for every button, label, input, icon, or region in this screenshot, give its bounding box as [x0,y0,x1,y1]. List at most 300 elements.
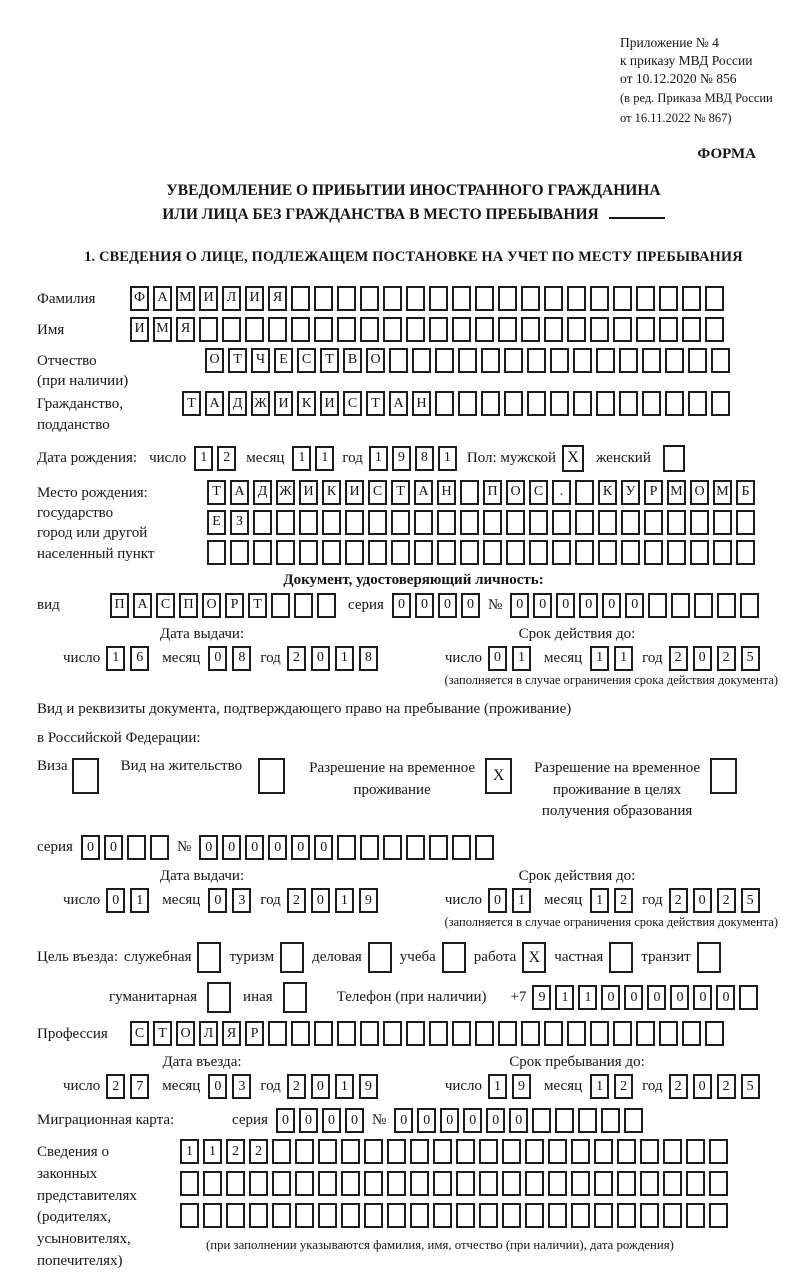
char-cell[interactable] [410,1203,429,1228]
char-cell[interactable] [686,1171,705,1196]
char-cell[interactable]: И [130,317,149,342]
char-cell[interactable] [368,510,387,535]
char-cell[interactable] [452,835,471,860]
char-cell[interactable]: 0 [556,593,575,618]
char-cell[interactable] [619,348,638,373]
char-cell[interactable]: 1 [335,1074,354,1099]
char-cell[interactable] [391,510,410,535]
char-cell[interactable] [127,835,146,860]
checkbox-female[interactable] [663,445,685,472]
char-cell[interactable]: Ч [251,348,270,373]
char-cell[interactable] [567,286,586,311]
char-cell[interactable] [475,1021,494,1046]
char-cell[interactable] [640,1203,659,1228]
char-cell[interactable] [663,1203,682,1228]
char-cell[interactable]: 0 [106,888,125,913]
char-cell[interactable]: 0 [208,646,227,671]
char-cell[interactable]: 0 [510,593,529,618]
char-cell[interactable]: Л [199,1021,218,1046]
char-cell[interactable] [617,1171,636,1196]
char-cell[interactable]: С [343,391,362,416]
char-cell[interactable]: З [230,510,249,535]
checkbox-other[interactable] [283,982,307,1013]
char-cell[interactable] [644,510,663,535]
char-cell[interactable]: 5 [741,646,760,671]
char-cell[interactable] [624,1108,643,1133]
char-cell[interactable] [314,1021,333,1046]
char-cell[interactable] [435,391,454,416]
char-cell[interactable]: Р [245,1021,264,1046]
char-cell[interactable] [690,540,709,565]
char-cell[interactable]: Т [182,391,201,416]
char-cell[interactable] [483,510,502,535]
char-cell[interactable]: П [179,593,198,618]
char-cell[interactable]: 1 [590,646,609,671]
char-cell[interactable] [299,510,318,535]
char-cell[interactable] [437,540,456,565]
char-cell[interactable]: 0 [463,1108,482,1133]
char-cell[interactable] [383,317,402,342]
char-cell[interactable] [245,317,264,342]
char-cell[interactable]: И [345,480,364,505]
char-cell[interactable]: 0 [461,593,480,618]
char-cell[interactable]: С [156,593,175,618]
char-cell[interactable] [387,1171,406,1196]
char-cell[interactable]: Т [320,348,339,373]
char-cell[interactable]: 2 [217,446,236,471]
char-cell[interactable] [180,1203,199,1228]
checkbox-private[interactable] [609,942,633,973]
char-cell[interactable]: 1 [194,446,213,471]
char-cell[interactable] [705,286,724,311]
char-cell[interactable]: 1 [614,646,633,671]
checkbox-official[interactable] [197,942,221,973]
char-cell[interactable]: Т [248,593,267,618]
char-cell[interactable]: 0 [345,1108,364,1133]
char-cell[interactable]: 1 [203,1139,222,1164]
char-cell[interactable] [456,1171,475,1196]
char-cell[interactable]: Ф [130,286,149,311]
char-cell[interactable]: 1 [315,446,334,471]
char-cell[interactable] [460,540,479,565]
checkbox-humanitarian[interactable] [207,982,231,1013]
char-cell[interactable]: 0 [693,888,712,913]
char-cell[interactable] [364,1171,383,1196]
char-cell[interactable] [544,317,563,342]
char-cell[interactable] [337,317,356,342]
char-cell[interactable] [314,317,333,342]
char-cell[interactable]: 9 [532,985,551,1010]
char-cell[interactable] [412,348,431,373]
char-cell[interactable]: К [297,391,316,416]
char-cell[interactable] [498,286,517,311]
char-cell[interactable] [294,593,313,618]
char-cell[interactable] [410,1171,429,1196]
char-cell[interactable] [433,1171,452,1196]
char-cell[interactable] [318,1203,337,1228]
checkbox-work[interactable]: X [522,942,546,973]
checkbox-tourism[interactable] [280,942,304,973]
checkbox-edu-residence[interactable] [710,758,737,794]
char-cell[interactable]: 3 [232,888,251,913]
char-cell[interactable] [636,1021,655,1046]
char-cell[interactable] [341,1171,360,1196]
char-cell[interactable] [506,540,525,565]
char-cell[interactable] [506,510,525,535]
char-cell[interactable] [659,1021,678,1046]
char-cell[interactable] [383,835,402,860]
char-cell[interactable]: 9 [392,446,411,471]
char-cell[interactable]: 0 [392,593,411,618]
char-cell[interactable] [479,1171,498,1196]
char-cell[interactable] [435,348,454,373]
checkbox-temp-residence[interactable]: X [485,758,512,794]
char-cell[interactable] [525,1203,544,1228]
checkbox-study[interactable] [442,942,466,973]
char-cell[interactable] [544,1021,563,1046]
checkbox-business[interactable] [368,942,392,973]
char-cell[interactable]: Н [437,480,456,505]
char-cell[interactable] [621,510,640,535]
char-cell[interactable] [644,540,663,565]
char-cell[interactable] [663,1139,682,1164]
char-cell[interactable]: 0 [693,1074,712,1099]
char-cell[interactable] [594,1171,613,1196]
char-cell[interactable] [391,540,410,565]
char-cell[interactable]: 0 [579,593,598,618]
char-cell[interactable] [414,510,433,535]
char-cell[interactable] [498,317,517,342]
char-cell[interactable]: 0 [693,985,712,1010]
char-cell[interactable] [682,286,701,311]
char-cell[interactable] [475,835,494,860]
char-cell[interactable]: 2 [669,646,688,671]
char-cell[interactable] [337,835,356,860]
char-cell[interactable] [479,1203,498,1228]
char-cell[interactable]: 0 [222,835,241,860]
char-cell[interactable] [550,391,569,416]
char-cell[interactable]: У [621,480,640,505]
char-cell[interactable] [529,510,548,535]
char-cell[interactable]: С [130,1021,149,1046]
char-cell[interactable] [694,593,713,618]
char-cell[interactable] [590,317,609,342]
char-cell[interactable] [345,540,364,565]
char-cell[interactable]: 7 [130,1074,149,1099]
char-cell[interactable]: 1 [180,1139,199,1164]
checkbox-residence-permit[interactable] [258,758,285,794]
char-cell[interactable] [341,1139,360,1164]
char-cell[interactable] [571,1171,590,1196]
char-cell[interactable] [665,391,684,416]
char-cell[interactable] [271,593,290,618]
char-cell[interactable]: . [552,480,571,505]
char-cell[interactable] [555,1108,574,1133]
char-cell[interactable] [713,510,732,535]
char-cell[interactable]: Ж [276,480,295,505]
char-cell[interactable]: Е [207,510,226,535]
char-cell[interactable] [433,1139,452,1164]
char-cell[interactable]: 0 [601,985,620,1010]
char-cell[interactable]: 2 [226,1139,245,1164]
char-cell[interactable] [360,835,379,860]
char-cell[interactable] [291,317,310,342]
char-cell[interactable] [249,1171,268,1196]
char-cell[interactable]: 2 [106,1074,125,1099]
char-cell[interactable] [552,510,571,535]
char-cell[interactable] [711,391,730,416]
char-cell[interactable]: О [366,348,385,373]
char-cell[interactable]: Н [412,391,431,416]
char-cell[interactable] [268,1021,287,1046]
char-cell[interactable]: 1 [590,888,609,913]
char-cell[interactable]: 0 [394,1108,413,1133]
char-cell[interactable] [481,348,500,373]
char-cell[interactable] [575,510,594,535]
char-cell[interactable]: 9 [512,1074,531,1099]
char-cell[interactable]: 0 [533,593,552,618]
char-cell[interactable] [314,286,333,311]
char-cell[interactable] [318,1139,337,1164]
char-cell[interactable]: Р [225,593,244,618]
char-cell[interactable]: 0 [104,835,123,860]
char-cell[interactable] [479,1139,498,1164]
char-cell[interactable]: 1 [106,646,125,671]
char-cell[interactable]: О [205,348,224,373]
char-cell[interactable] [525,1139,544,1164]
char-cell[interactable]: 0 [415,593,434,618]
char-cell[interactable]: 1 [578,985,597,1010]
char-cell[interactable] [299,540,318,565]
char-cell[interactable]: 0 [208,888,227,913]
char-cell[interactable] [521,286,540,311]
char-cell[interactable] [590,286,609,311]
char-cell[interactable] [736,510,755,535]
char-cell[interactable]: 0 [311,888,330,913]
char-cell[interactable] [682,1021,701,1046]
char-cell[interactable] [596,348,615,373]
char-cell[interactable]: Я [268,286,287,311]
char-cell[interactable] [532,1108,551,1133]
char-cell[interactable] [458,348,477,373]
char-cell[interactable] [713,540,732,565]
char-cell[interactable] [360,1021,379,1046]
char-cell[interactable]: 5 [741,1074,760,1099]
char-cell[interactable] [686,1139,705,1164]
char-cell[interactable] [337,1021,356,1046]
char-cell[interactable] [686,1203,705,1228]
char-cell[interactable]: 2 [717,1074,736,1099]
char-cell[interactable]: А [414,480,433,505]
char-cell[interactable] [705,1021,724,1046]
char-cell[interactable] [295,1171,314,1196]
char-cell[interactable]: Т [391,480,410,505]
char-cell[interactable] [498,1021,517,1046]
char-cell[interactable]: 8 [359,646,378,671]
char-cell[interactable] [613,317,632,342]
char-cell[interactable]: Т [207,480,226,505]
char-cell[interactable] [481,391,500,416]
char-cell[interactable] [613,1021,632,1046]
char-cell[interactable]: 0 [311,1074,330,1099]
char-cell[interactable]: Ж [251,391,270,416]
char-cell[interactable]: 1 [555,985,574,1010]
char-cell[interactable]: 0 [509,1108,528,1133]
char-cell[interactable]: 2 [287,888,306,913]
char-cell[interactable]: Д [228,391,247,416]
char-cell[interactable]: Л [222,286,241,311]
char-cell[interactable] [659,286,678,311]
char-cell[interactable] [337,286,356,311]
char-cell[interactable]: О [506,480,525,505]
char-cell[interactable]: Т [228,348,247,373]
checkbox-transit[interactable] [697,942,721,973]
char-cell[interactable] [387,1139,406,1164]
char-cell[interactable]: 0 [602,593,621,618]
char-cell[interactable] [548,1171,567,1196]
char-cell[interactable] [317,593,336,618]
char-cell[interactable] [268,317,287,342]
char-cell[interactable] [475,286,494,311]
char-cell[interactable] [226,1171,245,1196]
char-cell[interactable] [525,1171,544,1196]
char-cell[interactable]: П [110,593,129,618]
char-cell[interactable] [322,510,341,535]
char-cell[interactable] [429,835,448,860]
char-cell[interactable] [594,1139,613,1164]
char-cell[interactable] [521,317,540,342]
char-cell[interactable] [406,835,425,860]
char-cell[interactable] [360,317,379,342]
char-cell[interactable]: М [153,317,172,342]
char-cell[interactable]: 2 [249,1139,268,1164]
char-cell[interactable] [663,1171,682,1196]
char-cell[interactable]: 0 [245,835,264,860]
char-cell[interactable] [548,1203,567,1228]
char-cell[interactable]: 8 [415,446,434,471]
char-cell[interactable]: 1 [438,446,457,471]
char-cell[interactable] [667,540,686,565]
char-cell[interactable]: И [199,286,218,311]
char-cell[interactable]: 1 [335,646,354,671]
char-cell[interactable]: 9 [359,888,378,913]
char-cell[interactable] [709,1139,728,1164]
char-cell[interactable] [458,391,477,416]
char-cell[interactable]: М [667,480,686,505]
char-cell[interactable] [222,317,241,342]
char-cell[interactable] [705,317,724,342]
char-cell[interactable] [452,1021,471,1046]
char-cell[interactable] [410,1139,429,1164]
char-cell[interactable] [709,1203,728,1228]
char-cell[interactable] [460,480,479,505]
char-cell[interactable] [521,1021,540,1046]
char-cell[interactable]: 0 [488,646,507,671]
char-cell[interactable] [617,1139,636,1164]
char-cell[interactable] [406,1021,425,1046]
char-cell[interactable] [414,540,433,565]
char-cell[interactable] [253,540,272,565]
char-cell[interactable] [575,540,594,565]
char-cell[interactable] [590,1021,609,1046]
char-cell[interactable] [429,317,448,342]
char-cell[interactable] [502,1203,521,1228]
char-cell[interactable]: Д [253,480,272,505]
char-cell[interactable] [671,593,690,618]
checkbox-male[interactable]: X [562,445,584,472]
char-cell[interactable]: 0 [268,835,287,860]
char-cell[interactable]: 3 [232,1074,251,1099]
char-cell[interactable] [291,1021,310,1046]
char-cell[interactable]: Т [366,391,385,416]
char-cell[interactable]: 2 [669,1074,688,1099]
char-cell[interactable] [322,540,341,565]
char-cell[interactable] [429,286,448,311]
char-cell[interactable]: 2 [287,646,306,671]
char-cell[interactable] [502,1171,521,1196]
char-cell[interactable] [740,593,759,618]
char-cell[interactable] [460,510,479,535]
char-cell[interactable]: 0 [314,835,333,860]
char-cell[interactable] [613,286,632,311]
char-cell[interactable]: Я [222,1021,241,1046]
char-cell[interactable]: Р [644,480,663,505]
char-cell[interactable]: С [297,348,316,373]
char-cell[interactable]: И [299,480,318,505]
char-cell[interactable] [291,286,310,311]
char-cell[interactable] [318,1171,337,1196]
char-cell[interactable]: О [202,593,221,618]
char-cell[interactable] [456,1203,475,1228]
char-cell[interactable]: 0 [276,1108,295,1133]
char-cell[interactable] [682,317,701,342]
char-cell[interactable] [364,1203,383,1228]
char-cell[interactable]: 1 [292,446,311,471]
char-cell[interactable] [341,1203,360,1228]
char-cell[interactable] [665,348,684,373]
char-cell[interactable] [504,391,523,416]
char-cell[interactable]: 0 [322,1108,341,1133]
char-cell[interactable]: 2 [669,888,688,913]
char-cell[interactable]: 0 [716,985,735,1010]
char-cell[interactable]: 0 [199,835,218,860]
char-cell[interactable] [571,1139,590,1164]
char-cell[interactable]: 0 [488,888,507,913]
char-cell[interactable]: 0 [486,1108,505,1133]
char-cell[interactable]: 0 [670,985,689,1010]
char-cell[interactable]: 0 [208,1074,227,1099]
char-cell[interactable]: 8 [232,646,251,671]
char-cell[interactable]: М [176,286,195,311]
char-cell[interactable] [739,985,758,1010]
checkbox-visa[interactable] [72,758,99,794]
char-cell[interactable] [360,286,379,311]
char-cell[interactable] [598,510,617,535]
char-cell[interactable]: 9 [359,1074,378,1099]
char-cell[interactable] [456,1139,475,1164]
char-cell[interactable] [567,1021,586,1046]
char-cell[interactable] [272,1139,291,1164]
char-cell[interactable] [544,286,563,311]
char-cell[interactable] [226,1203,245,1228]
char-cell[interactable] [717,593,736,618]
char-cell[interactable] [433,1203,452,1228]
char-cell[interactable] [249,1203,268,1228]
char-cell[interactable] [552,540,571,565]
char-cell[interactable] [688,391,707,416]
char-cell[interactable] [619,391,638,416]
char-cell[interactable]: 6 [130,646,149,671]
